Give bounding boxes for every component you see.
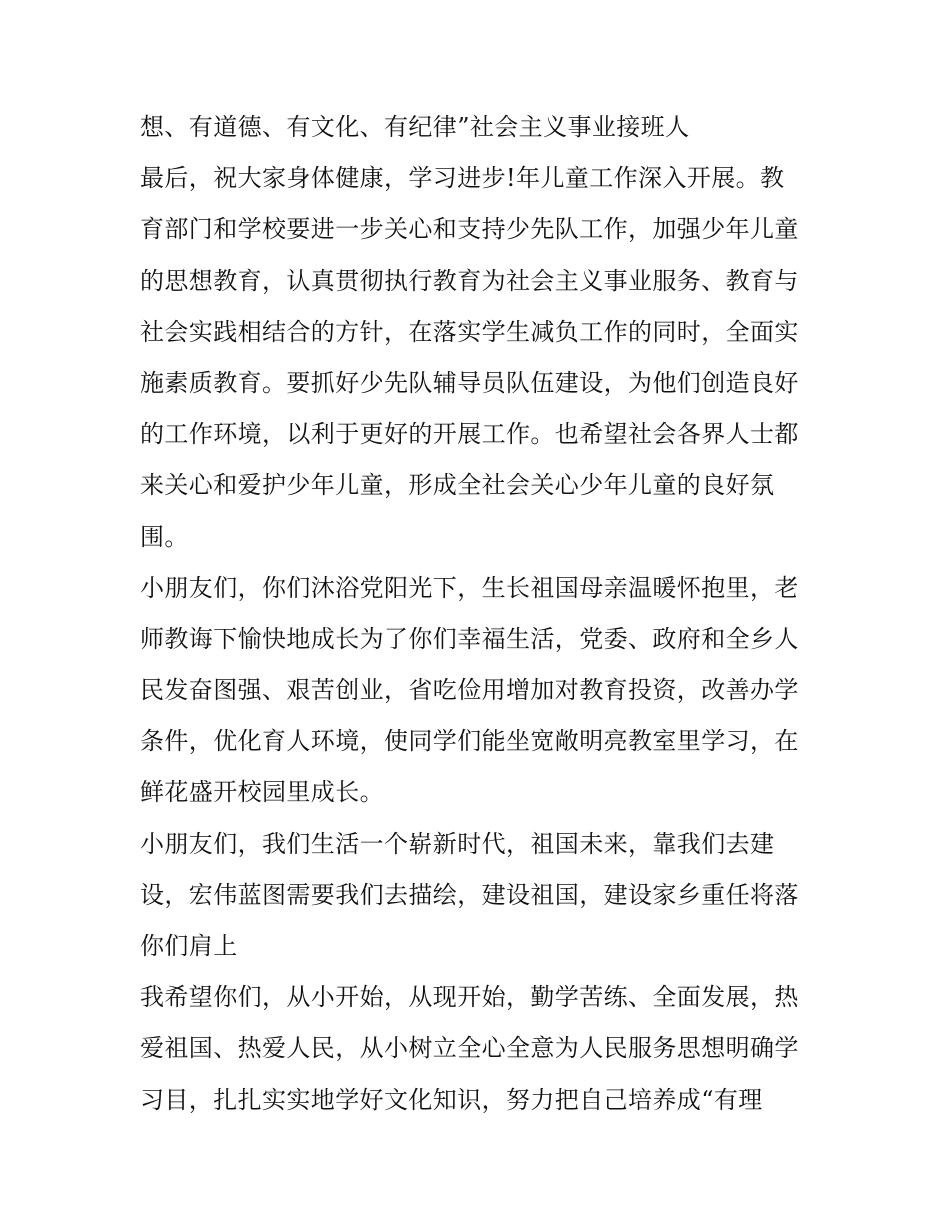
body-text: [140, 102, 820, 1126]
text-line: 条件，优化育人环境，使同学们能坐宽敞明亮教室里学习，在: [140, 727, 799, 756]
text-line: 施素质教育。要抓好少先队辅导员队伍建设，为他们创造良好: [140, 368, 799, 397]
text-line: 来关心和爱护少年儿童，形成全社会关心少年儿童的良好氛: [140, 471, 775, 500]
text-line: 的工作环境，以利于更好的开展工作。也希望社会各界人士都: [140, 420, 799, 449]
text-line: 师教诲下愉快地成长为了你们幸福生活，党委、政府和全乡人: [140, 624, 799, 653]
text-line: 小朋友们，你们沐浴党阳光下，生长祖国母亲温暖怀抱里，老: [140, 573, 799, 602]
text-line: 我希望你们，从小开始，从现开始，勤学苦练、全面发展，热: [140, 983, 799, 1012]
text-line: 鲜花盛开校园里成长。: [140, 778, 384, 807]
text-line: 民发奋图强、艰苦创业，省吃俭用增加对教育投资，改善办学: [140, 676, 799, 705]
text-line: 爱祖国、热爱人民，从小树立全心全意为人民服务思想明确学: [140, 1034, 799, 1063]
text-line: 习目，扎扎实实地学好文化知识，努力把自己培养成“有理: [140, 1085, 763, 1114]
text-line: 小朋友们，我们生活一个崭新时代，祖国未来，靠我们去建: [140, 829, 775, 858]
text-line: 的思想教育，认真贯彻执行教育为社会主义事业服务、教育与: [140, 266, 799, 295]
text-line: 想、有道德、有文化、有纪律”社会主义事业接班人: [140, 113, 690, 141]
text-line: 你们肩上: [140, 932, 238, 960]
text-line: 设，宏伟蓝图需要我们去描绘，建设祖国，建设家乡重任将落: [140, 880, 799, 909]
text-line: 最后，祝大家身体健康，学习进步!年儿童工作深入开展。教: [140, 164, 785, 193]
text-line: 社会实践相结合的方针，在落实学生减负工作的同时，全面实: [140, 317, 799, 346]
text-line: 育部门和学校要进一步关心和支持少先队工作，加强少年儿童: [140, 215, 799, 244]
text-line: 围。: [140, 522, 189, 551]
